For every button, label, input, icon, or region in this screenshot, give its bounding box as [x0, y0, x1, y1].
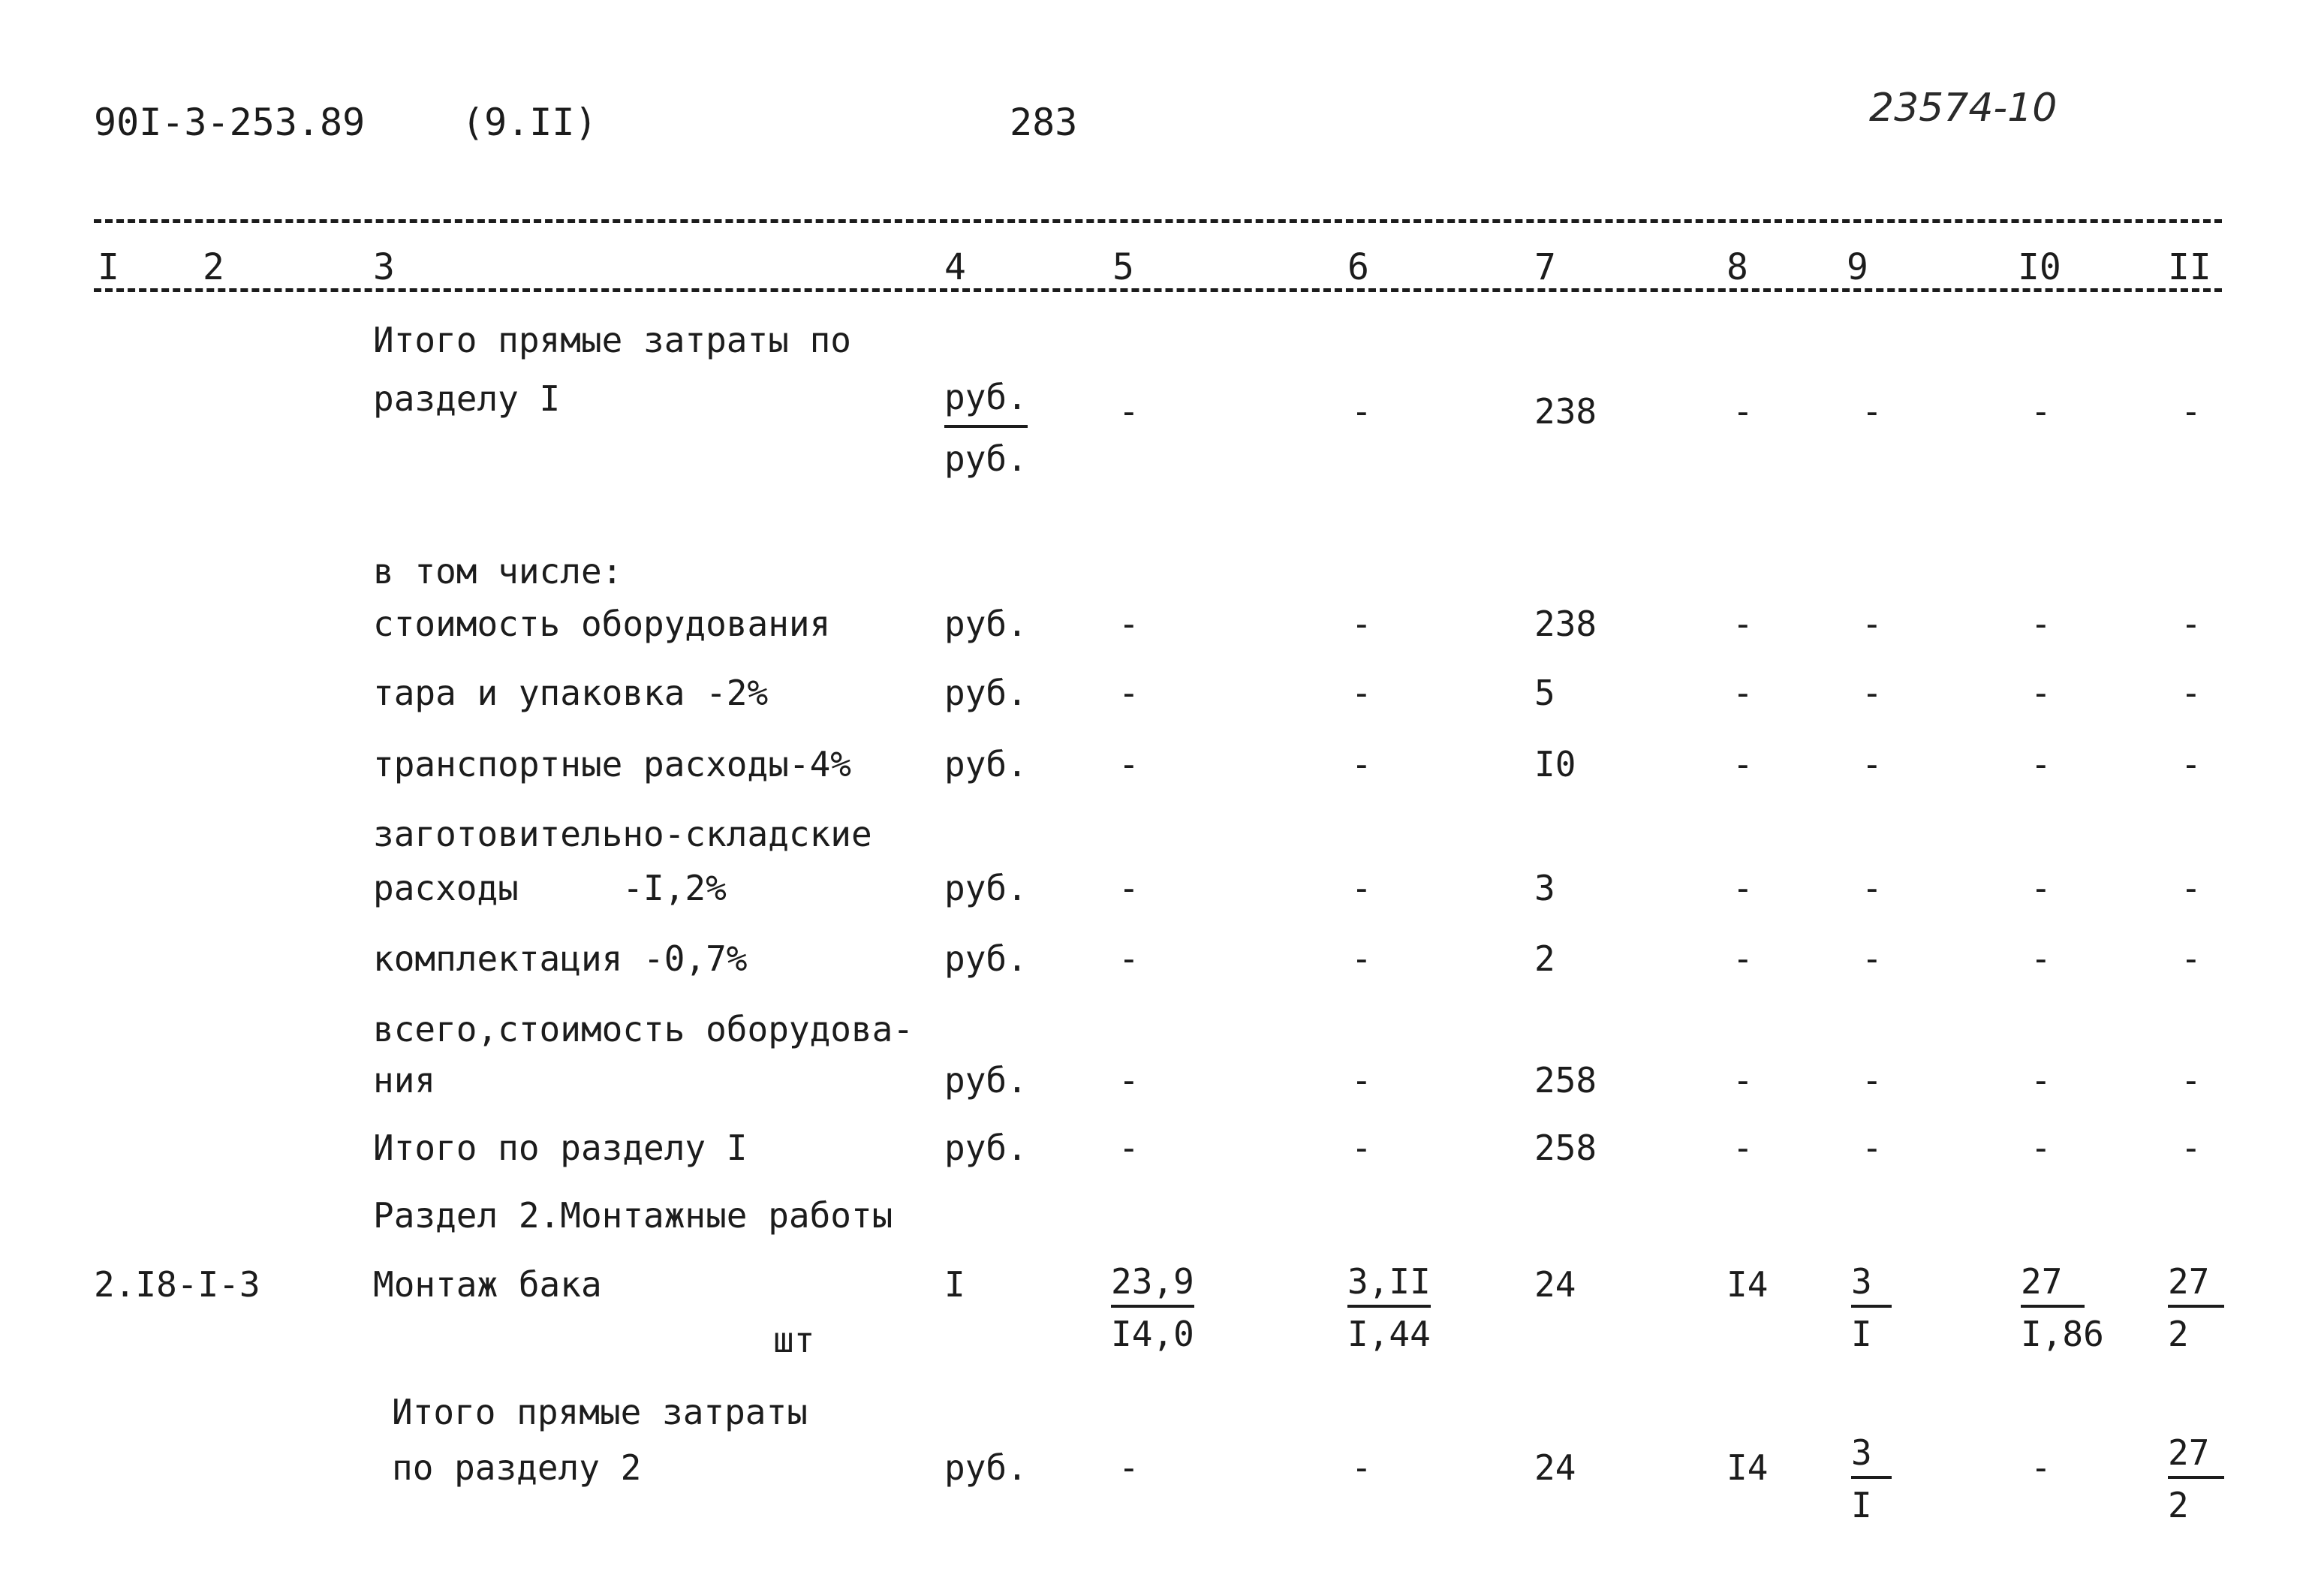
row-label-line-2: разделу I — [373, 378, 561, 419]
column-header-8: 8 — [1726, 246, 1748, 288]
column-header-5: 5 — [1112, 246, 1134, 288]
cell-col11: - — [2181, 1060, 2202, 1101]
cell-col9: - — [1862, 673, 1883, 713]
cell-col6: - — [1351, 1447, 1372, 1488]
cell-col5: - — [1118, 744, 1139, 784]
cell-col11: - — [2181, 673, 2202, 713]
cell-unit: руб. — [944, 1060, 1028, 1101]
cell-col8: - — [1733, 391, 1754, 432]
numerator: 23,9 — [1111, 1264, 1194, 1308]
cell-unit: руб. — [944, 673, 1028, 713]
row-label: тара и упаковка -2% — [373, 673, 769, 713]
cell-col5: - — [1118, 391, 1139, 432]
document-code: 90I-3-253.89 — [94, 101, 366, 144]
cell-col11: - — [2181, 1128, 2202, 1168]
cell-col7: 2 — [1534, 938, 1555, 979]
column-header-4: 4 — [944, 246, 966, 288]
column-header-11: II — [2168, 246, 2211, 288]
cell-col11: - — [2181, 604, 2202, 644]
fraction-col9 — [1851, 1432, 1892, 1525]
cell-unit: руб. — [944, 604, 1028, 644]
cell-col8: I4 — [1726, 1447, 1769, 1488]
cell-col9: - — [1862, 938, 1883, 979]
cell-col7: I0 — [1534, 744, 1576, 784]
cell-col8: - — [1733, 938, 1754, 979]
cell-col10: - — [2031, 1447, 2052, 1488]
denominator: 2 — [2168, 1485, 2189, 1525]
column-header-9: 9 — [1847, 246, 1868, 288]
fraction-col6 — [1347, 1261, 1431, 1354]
cell-col8: - — [1733, 673, 1754, 713]
cell-col10: - — [2031, 391, 2052, 432]
unit-fraction — [944, 377, 1028, 479]
cell-col7: 24 — [1534, 1447, 1576, 1488]
cell-col10: - — [2031, 938, 2052, 979]
cell-col9: - — [1862, 868, 1883, 908]
page-number: 283 — [1010, 101, 1078, 144]
cell-col6: - — [1351, 1128, 1372, 1168]
cell-col5: - — [1118, 868, 1139, 908]
cell-col11: - — [2181, 868, 2202, 908]
cell-col9: - — [1862, 1060, 1883, 1101]
cell-col5: - — [1118, 938, 1139, 979]
cell-col7: 24 — [1534, 1264, 1576, 1305]
cell-col8: - — [1733, 744, 1754, 784]
cell-unit: руб. — [944, 1128, 1028, 1168]
cell-col10: - — [2031, 673, 2052, 713]
numerator: 3,II — [1347, 1264, 1431, 1308]
denominator: I,44 — [1347, 1314, 1431, 1354]
fraction-col10 — [2021, 1261, 2104, 1354]
row-label: Монтаж бака — [373, 1264, 602, 1305]
handwritten-sheet-number: 23574-10 — [1869, 86, 2058, 131]
cell-col8: I4 — [1726, 1264, 1769, 1305]
cell-col7: 258 — [1534, 1060, 1597, 1101]
cell-qty: I — [944, 1264, 965, 1305]
cell-col6: - — [1351, 938, 1372, 979]
cell-unit: руб. — [944, 938, 1028, 979]
cell-col11: - — [2181, 938, 2202, 979]
column-header-10: I0 — [2018, 246, 2061, 288]
fraction-col9 — [1851, 1261, 1892, 1354]
cell-col8: - — [1733, 1128, 1754, 1168]
row-label: транспортные расходы-4% — [373, 744, 851, 784]
cell-col5: - — [1118, 1447, 1139, 1488]
denominator: I — [1851, 1314, 1872, 1354]
numerator: 27 — [2168, 1264, 2224, 1308]
cell-col5: - — [1118, 1128, 1139, 1168]
cell-col7: 3 — [1534, 868, 1555, 908]
cell-col5: - — [1118, 604, 1139, 644]
fraction-col5 — [1111, 1261, 1194, 1354]
denominator: I,86 — [2021, 1314, 2104, 1354]
denominator: I4,0 — [1111, 1314, 1194, 1354]
unit-numerator: руб. — [944, 380, 1028, 428]
cell-col10: - — [2031, 744, 2052, 784]
cell-col10: - — [2031, 1060, 2052, 1101]
row-label: комплектация -0,7% — [373, 938, 748, 979]
column-header-3: 3 — [373, 246, 395, 288]
cell-col10: - — [2031, 604, 2052, 644]
cell-col8: - — [1733, 604, 1754, 644]
cell-col6: - — [1351, 604, 1372, 644]
row-label-line-1: заготовительно-складские — [373, 814, 872, 854]
cell-unit: руб. — [944, 744, 1028, 784]
fraction-col11 — [2168, 1261, 2224, 1354]
column-header-7: 7 — [1534, 246, 1556, 288]
cell-col8: - — [1733, 868, 1754, 908]
column-header-2: 2 — [203, 246, 224, 288]
row-label-line-2: по разделу 2 — [392, 1447, 642, 1488]
cell-col7: 258 — [1534, 1128, 1597, 1168]
row-label-line-2: расходы -I,2% — [373, 868, 727, 908]
cell-col6: - — [1351, 391, 1372, 432]
numerator: 27 — [2168, 1435, 2224, 1479]
cell-col10: - — [2031, 1128, 2052, 1168]
cell-col6: - — [1351, 673, 1372, 713]
document-part: (9.II) — [462, 101, 598, 144]
column-header-1: I — [98, 246, 119, 288]
cell-col8: - — [1733, 1060, 1754, 1101]
numerator: 27 — [2021, 1264, 2085, 1308]
unit-subscript: шт — [773, 1320, 815, 1360]
cell-col6: - — [1351, 868, 1372, 908]
cell-col9: - — [1862, 1128, 1883, 1168]
row-label-line-1: Итого прямые затраты — [392, 1392, 808, 1432]
cell-unit: руб. — [944, 868, 1028, 908]
row-label-line-1: Итого прямые затраты по — [373, 320, 851, 360]
unit-denominator: руб. — [944, 438, 1028, 479]
cell-unit: руб. — [944, 1447, 1028, 1488]
cell-col10: - — [2031, 868, 2052, 908]
row-label-line-2: ния — [373, 1060, 436, 1101]
numerator: 3 — [1851, 1435, 1892, 1479]
cell-col9: - — [1862, 391, 1883, 432]
denominator: 2 — [2168, 1314, 2189, 1354]
cell-col6: - — [1351, 744, 1372, 784]
cell-col9: - — [1862, 744, 1883, 784]
cell-code: 2.I8-I-3 — [94, 1264, 260, 1305]
cell-col9: - — [1862, 604, 1883, 644]
row-label: стоимость оборудования — [373, 604, 831, 644]
row-label: Итого по разделу I — [373, 1128, 748, 1168]
section-title: Раздел 2.Монтажные работы — [373, 1195, 893, 1236]
numerator: 3 — [1851, 1264, 1892, 1308]
row-label-line-1: всего,стоимость оборудова- — [373, 1009, 914, 1049]
cell-col11: - — [2181, 391, 2202, 432]
column-header-top-rule — [94, 219, 2222, 223]
cell-col5: - — [1118, 673, 1139, 713]
column-header-bottom-rule — [94, 288, 2222, 292]
cell-col7: 238 — [1534, 604, 1597, 644]
row-label: в том числе: — [373, 551, 623, 592]
denominator: I — [1851, 1485, 1872, 1525]
fraction-col11 — [2168, 1432, 2224, 1525]
cell-col5: - — [1118, 1060, 1139, 1101]
cell-col7: 238 — [1534, 391, 1597, 432]
cell-col7: 5 — [1534, 673, 1555, 713]
cell-col11: - — [2181, 744, 2202, 784]
column-header-6: 6 — [1347, 246, 1369, 288]
cell-col6: - — [1351, 1060, 1372, 1101]
